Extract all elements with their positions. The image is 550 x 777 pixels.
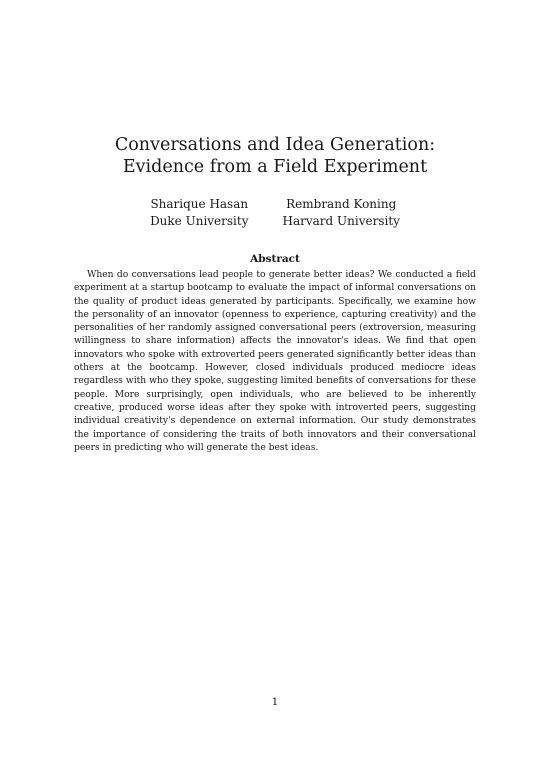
page-number: 1 bbox=[271, 696, 279, 708]
author-1 bbox=[150, 196, 248, 230]
title-line-1: Conversations and Idea Generation: bbox=[114, 135, 436, 155]
author-affiliation: Duke University bbox=[150, 214, 249, 228]
author-2 bbox=[283, 196, 400, 230]
abstract-heading: Abstract bbox=[250, 253, 300, 265]
title-line-2: Evidence from a Field Experiment bbox=[122, 157, 428, 177]
author-affiliation: Harvard University bbox=[282, 214, 400, 228]
author-block bbox=[0, 196, 550, 230]
author-name: Rembrand Koning bbox=[286, 197, 397, 211]
paper-title bbox=[0, 134, 550, 178]
author-name: Sharique Hasan bbox=[150, 197, 249, 211]
abstract-text: When do conversations lead people to generate better ideas? We conducted a field experiment at a startup bootcamp to evaluate the impact of informal conversations on the quality of product ideas generated by participants. Specifically, we examine how the personality of an innovator (openness to experience, capturing creativity) and the personalities of her randomly assigned conversational peers (extroversion, measuring willingness to share information) affects the innovator's ideas. We find that open innovators who spoke with extroverted peers generated significantly better ideas than others at the bootcamp. However, closed individuals produced mediocre ideas regardless with who they spoke, suggesting limited benefits of conversations for these people. More surprisingly, open individuals, who are believed to be inherently creative, produced worse ideas after they spoke with introverted peers, suggesting individual creativity's dependence on external information. Our study demonstrates the importance of considering the traits of both innovators and their conversational peers in predicting who will generate the best ideas. bbox=[74, 270, 476, 453]
